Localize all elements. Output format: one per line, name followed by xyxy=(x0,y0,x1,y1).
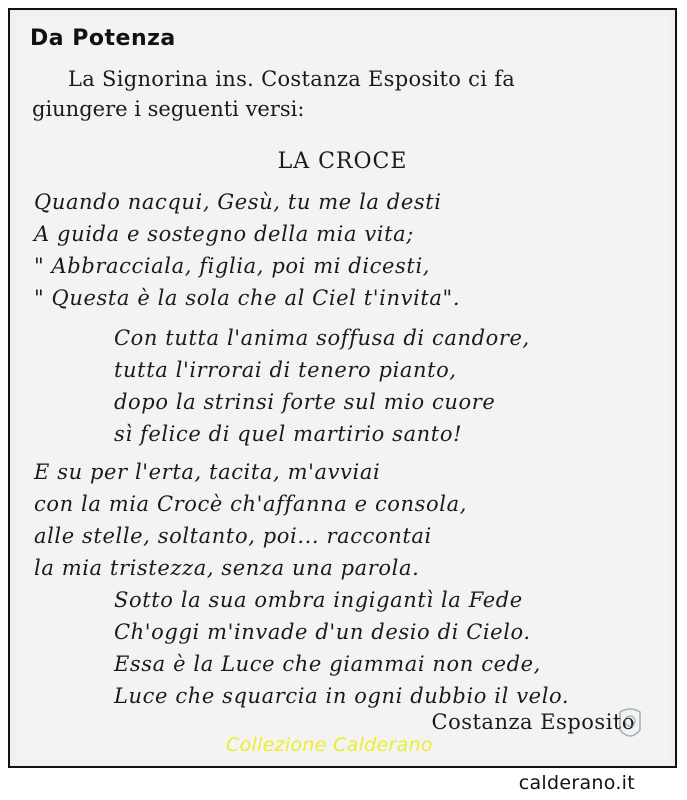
stanza-4 xyxy=(114,584,569,712)
poem-title: LA CROCE xyxy=(277,149,408,174)
verse-line: E su per l'erta, tacita, m'avviai xyxy=(34,460,381,484)
site-footer-text: calderano.it xyxy=(518,772,635,794)
seal-icon xyxy=(617,704,643,744)
article-heading: Da Potenza xyxy=(30,26,176,51)
verse-line: Con tutta l'anima soffusa di candore, xyxy=(114,326,530,350)
author-signature: Costanza Esposito xyxy=(431,710,635,734)
verse-line: con la mia Crocè ch'affanna e consola, xyxy=(34,492,468,516)
verse-line: " Questa è la sola che al Ciel t'invita". xyxy=(34,286,461,310)
verse-line: Essa è la Luce che giammai non cede, xyxy=(114,652,541,676)
collection-watermark: Collezione Calderano xyxy=(226,734,433,756)
stanza-2 xyxy=(114,322,530,450)
verse-line: Sotto la sua ombra ingigantì la Fede xyxy=(114,588,523,612)
verse-line: Luce che squarcia in ogni dubbio il velo. xyxy=(114,684,570,708)
intro-line-2: giungere i seguenti versi: xyxy=(32,97,305,121)
intro-line-1: La Signorina ins. Costanza Esposito ci fa xyxy=(68,67,516,91)
verse-line: A guida e sostegno della mia vita; xyxy=(34,222,414,246)
article-intro xyxy=(32,64,662,124)
stanza-3 xyxy=(34,456,467,584)
verse-line: " Abbracciala, figlia, poi mi dicesti, xyxy=(34,254,431,278)
verse-line: Quando nacqui, Gesù, tu me la desti xyxy=(34,190,442,214)
verse-line: la mia tristezza, senza una parola. xyxy=(34,556,420,580)
verse-line: Ch'oggi m'invade d'un desio di Cielo. xyxy=(114,620,531,644)
verse-line: dopo la strinsi forte sul mio cuore xyxy=(114,390,496,414)
newspaper-clipping xyxy=(16,16,669,760)
verse-line: tutta l'irrorai di tenero pianto, xyxy=(114,358,457,382)
verse-line: sì felice di quel martirio santo! xyxy=(114,422,463,446)
clipping-frame xyxy=(8,8,677,768)
verse-line: alle stelle, soltanto, poi... raccontai xyxy=(34,524,432,548)
stanza-1 xyxy=(34,186,460,314)
